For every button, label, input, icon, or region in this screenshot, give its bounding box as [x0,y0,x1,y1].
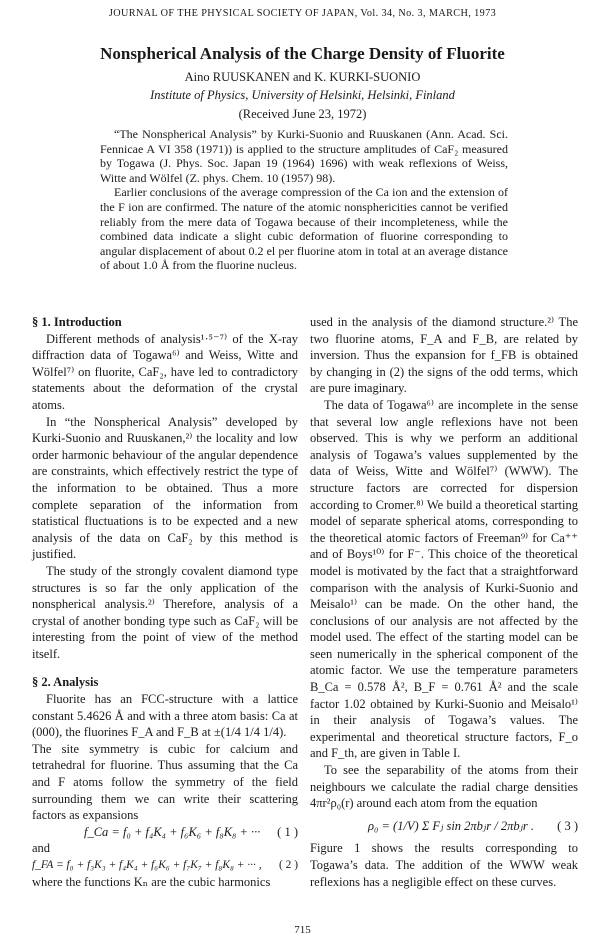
right-column [310,314,578,890]
right-paragraph-1: used in the analysis of the diamond structure.²⁾ The two fluorine atoms, F_A and F_B, are related by inversion. Thus the expansion for f_FB is obtained by changing in (2) the signs of the odd terms, which are pure imaginary. [310,315,578,396]
journal-header: JOURNAL OF THE PHYSICAL SOCIETY OF JAPAN, Vol. 34, No. 3, MARCH, 1973 [108,8,497,19]
analysis-paragraph-2: The site symmetry is cubic for calcium and tetrahedral for fluorine. Thus assuming that the Ca and F atoms follow the symmetry of the field surrounding them we can write their scattering factors as expansions [32,741,298,823]
left-column [32,314,298,890]
and-text: and [32,841,51,856]
equation-1-number: ( 1 ) [277,824,298,839]
equation-3-number: ( 3 ) [557,818,578,833]
analysis-paragraph-3: where the functions Kₙ are the cubic harmonics [32,874,271,889]
equation-2 [32,857,298,874]
page-number: 715 [294,924,311,936]
abstract [100,127,508,273]
equation-1 [32,824,298,841]
right-paragraph-3: To see the separability of the atoms from their neighbours we calculate the radial charge densities 4πr²ρ₀(r) around each atom from the equation [310,763,578,811]
section-2-heading: § 2. Analysis [32,675,99,690]
intro-paragraph-3: The study of the strongly covalent diamond type structures is so far the only application of the nonspherical analysis.²⁾ Therefore, analysis of a crystal of another bonding type such as CaF₂ will be interesting from the point of view of the method itself. [32,563,298,661]
intro-paragraph-1: Different methods of analysis¹·⁵⁻⁷⁾ of the X-ray diffraction data of Togawa⁶⁾ and Weiss, Witte and Wölfel⁷⁾ on fluorite, CaF₂, have led to contradictory statements about the deformation of the crystal atoms. [32,331,298,412]
equation-1-body: f_Ca = f₀ + f₄K₄ + f₆K₆ + f₈K₈ + ··· [84,824,261,839]
institution: Institute of Physics, University of Helsinki, Helsinki, Finland [150,88,455,102]
equation-3 [310,818,578,835]
paper-title: Nonspherical Analysis of the Charge Density of Fluorite [100,44,505,63]
right-paragraph-2: The data of Togawa⁶⁾ are incomplete in the sense that several low angle reflexions have not been observed. This is why we perform an additional analysis of Togawa’s values supplemented by the data of Weiss, Witte and Wölfel⁷⁾ (WWW). The structure factors are corrected for dispersion according to Cromer.⁸⁾ We build a theoretical starting model of separate spherical atoms, corresponding to the theoretical atomic factors of Freeman⁹⁾ for Ca⁺⁺ and of Boys¹⁰⁾ for F⁻. This choice of the theoretical model is motivated by the fact that a straightforward comparison with the analysis of Kurki-Suonio and Meisalo¹⁾ can be made. On the other hand, the conclusions of our analysis are not affected by the model used. The effect of the starting model can be seen numerically in the spherical component of the atomic factor. We use the temperature parameters B_Ca = 0.578 Å², B_F = 0.761 Å² and the scale factor 1.02 obtained by Kurki-Suonio and Meisalo¹⁾ in their analysis of Togawa’s values. The experimental and theoretical structure factors, F_o and F_th, are given in Table I. [310,397,578,761]
analysis-paragraph-1: Fluorite has an FCC-structure with a lattice constant 5.4626 Å and with a three atom basis: Ca at (000), the fluorines F_A and F_B at ±(1/4 1/4 1/4). [32,692,298,740]
equation-2-number: ( 2 ) [279,859,298,871]
authors: Aino RUUSKANEN and K. KURKI-SUONIO [184,70,421,84]
abstract-paragraph-2: Earlier conclusions of the average compression of the Ca ion and the extension of the F ion are confirmed. The nature of the atomic nonsphericities cannot be verified reliably from the mere data of Togawa because of their incompleteness, while the combined data indicate a slight cubic deformation of fluorine corresponding to angular displacement of about 0.2 el per fluorine atom in total at an average distance of about 1.0 Å from the fluorine nucleus. [100,185,508,273]
equation-2-body: f_FA = f₀ + f₃K₃ + f₄K₄ + f₆K₆ + f₇K₇ + f₈K₈ + ··· , [32,859,262,871]
received-date: (Received June 23, 1972) [238,107,367,121]
right-paragraph-4: Figure 1 shows the results corresponding to Togawa’s data. The addition of the WWW weak reflexions has a negligible effect on these curves. [310,841,578,889]
equation-3-body: ρ₀ = (1/V) Σ Fⱼ sin 2πbⱼr / 2πbⱼr . [368,818,534,833]
intro-paragraph-2: In “the Nonspherical Analysis” developed by Kurki-Suonio and Ruuskanen,²⁾ the locality and low order harmonic behaviour of the angular dependence are constraints, which effectively restrict the type of the information to be obtained. Thus a more complete separation of the information from statistical fluctuations is to be expected and a new analysis of the data on CaF₂ by this method is justified. [32,414,298,562]
section-1-heading: § 1. Introduction [32,315,122,329]
abstract-paragraph-1: “The Nonspherical Analysis” by Kurki-Suonio and Ruuskanen (Ann. Acad. Sci. Fennicae A VI 358 (1971)) is applied to the structure amplitudes of CaF₂ measured by Togawa (J. Phys. Soc. Japan 19 (1964) 1696) with weak reflexions of Weiss, Witte and Wölfel (Z. phys. Chem. 10 (1957) 98). [100,127,508,185]
